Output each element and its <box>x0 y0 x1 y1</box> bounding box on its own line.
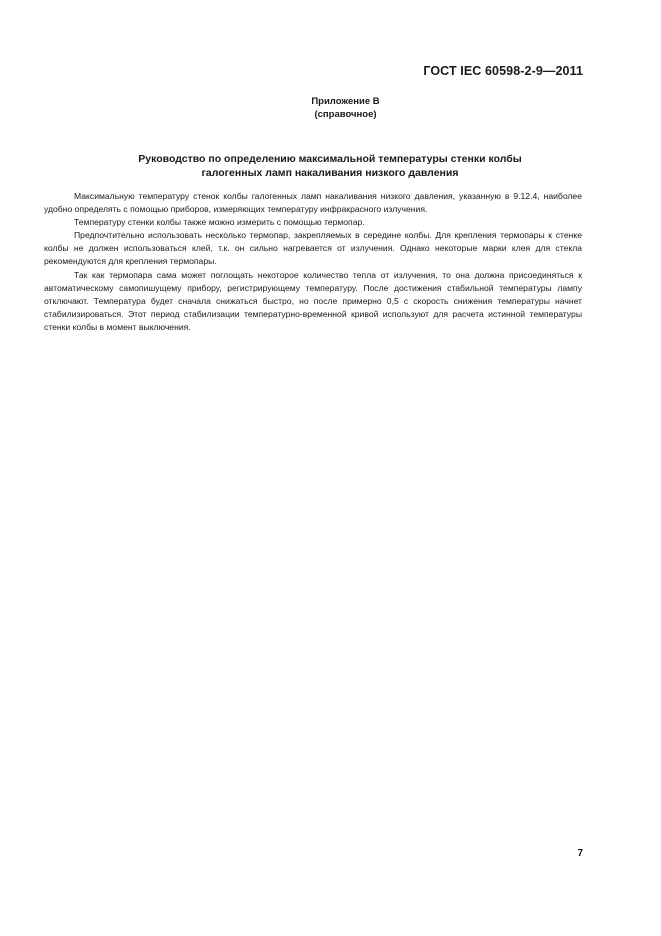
appendix-label: Приложение В <box>311 96 380 107</box>
appendix-type: (справочное) <box>314 109 377 120</box>
paragraph: Максимальную температуру стенок колбы галогенных ламп накаливания низкого давления, указанную в 9.12.4, наиболее удобно определять с помощью приборов, измеряющих температуру инфракрасного излучения. <box>44 191 582 215</box>
standard-code: ГОСТ IEC 60598-2-9—2011 <box>423 64 583 78</box>
paragraph: Предпочтительно использовать несколько термопар, закрепляемых в середине колбы. Для крепления термопары к стенке колбы не должен использоваться клей, т.к. он сильно нагревается от излучения. Однако некоторые марки клея для стекла рекомендуются для крепления термопары. <box>44 230 582 267</box>
section-title-line-2: галогенных ламп накаливания низкого давления <box>201 167 459 179</box>
appendix-heading <box>0 95 661 121</box>
body-text <box>44 190 582 334</box>
page-number: 7 <box>577 848 583 859</box>
paragraph: Так как термопара сама может поглощать некоторое количество тепла от излучения, то она должна присоединяться к автоматическому самопишущему прибору, регистрирующему температуру. После достижения стабильной температуры лампу отключают. Температура будет сначала снижаться быстро, но после примерно 0,5 с скорость снижения температуры начнет стабилизироваться. Этот период стабилизации температурно-временной кривой используют для расчета истинной температуры стенки колбы в момент выключения. <box>44 269 582 332</box>
section-title <box>70 152 590 180</box>
section-title-line-1: Руководство по определению максимальной температуры стенки колбы <box>138 153 522 165</box>
paragraph: Температуру стенки колбы также можно измерить с помощью термопар. <box>74 217 365 228</box>
